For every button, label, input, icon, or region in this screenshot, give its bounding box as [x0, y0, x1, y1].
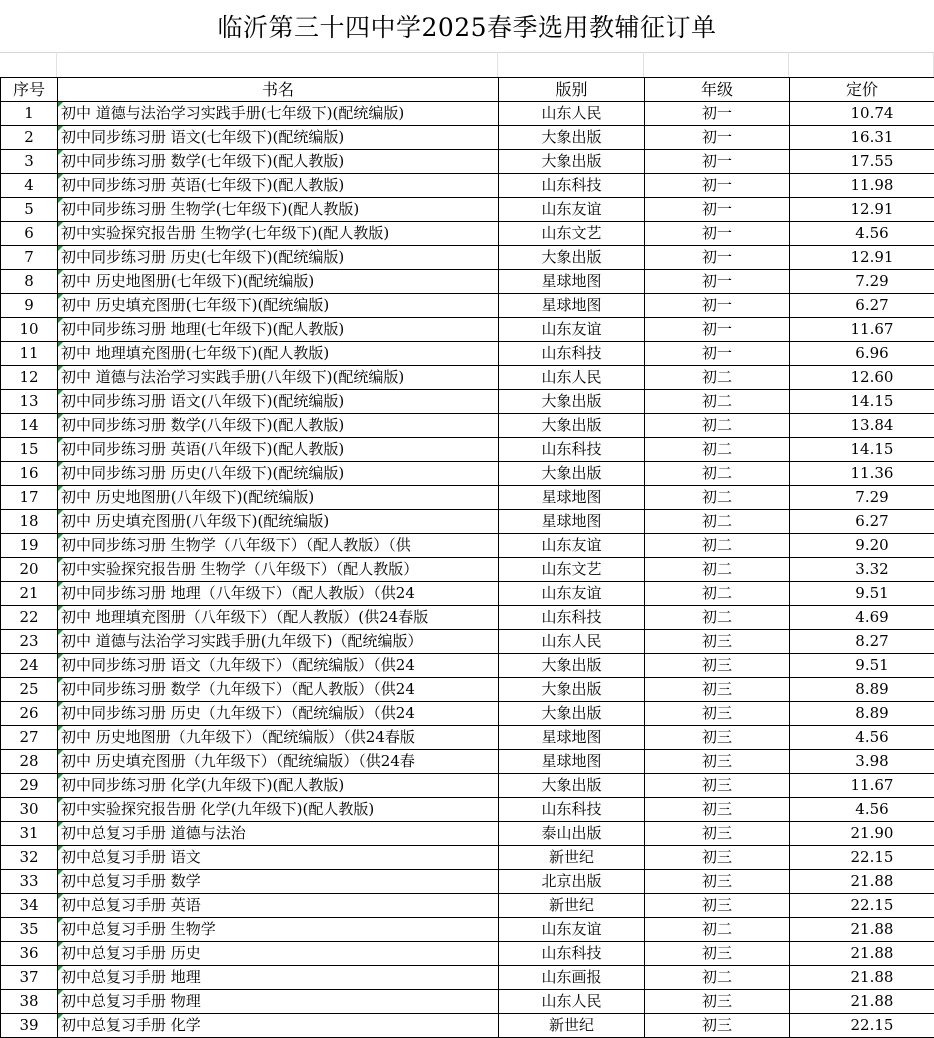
cell-publisher[interactable]: 山东画报 — [499, 966, 645, 990]
cell-book-name[interactable]: 初中总复习手册 生物学 — [58, 918, 499, 942]
cell-price[interactable]: 4.56 — [790, 726, 934, 750]
header-grade[interactable]: 年级 — [645, 78, 790, 102]
table-row — [1, 510, 934, 534]
table-row — [1, 438, 934, 462]
cell-price[interactable]: 9.51 — [790, 582, 934, 606]
cell-index[interactable]: 26 — [1, 702, 58, 726]
cell-book-name[interactable]: 初中总复习手册 语文 — [58, 846, 499, 870]
table-row — [1, 246, 934, 270]
cell-publisher[interactable]: 大象出版 — [499, 246, 645, 270]
table-row — [1, 318, 934, 342]
blank-cell[interactable] — [789, 52, 934, 77]
title-row[interactable] — [0, 0, 934, 53]
cell-index[interactable]: 22 — [1, 606, 58, 630]
cell-price[interactable]: 13.84 — [790, 414, 934, 438]
cell-index[interactable]: 25 — [1, 678, 58, 702]
cell-index[interactable]: 24 — [1, 654, 58, 678]
cell-price[interactable]: 16.31 — [790, 126, 934, 150]
table-row — [1, 534, 934, 558]
blank-cell[interactable] — [57, 52, 498, 77]
cell-grade[interactable]: 初一 — [645, 150, 790, 174]
cell-price[interactable]: 4.69 — [790, 606, 934, 630]
table-row — [1, 222, 934, 246]
cell-grade[interactable]: 初二 — [645, 414, 790, 438]
cell-grade[interactable]: 初一 — [645, 222, 790, 246]
cell-book-name[interactable]: 初中实验探究报告册 生物学(七年级下)(配人教版) — [58, 222, 499, 246]
table-row — [1, 582, 934, 606]
cell-book-name[interactable]: 初中 地理填充图册（八年级下）（配人教版）(供24春版 — [58, 606, 499, 630]
cell-book-name[interactable]: 初中实验探究报告册 生物学（八年级下）（配人教版） — [58, 558, 499, 582]
cell-index[interactable]: 15 — [1, 438, 58, 462]
cell-price[interactable]: 17.55 — [790, 150, 934, 174]
cell-publisher[interactable]: 大象出版 — [499, 462, 645, 486]
cell-grade[interactable]: 初二 — [645, 606, 790, 630]
cell-price[interactable]: 14.15 — [790, 438, 934, 462]
cell-book-name[interactable]: 初中总复习手册 物理 — [58, 990, 499, 1014]
cell-book-name[interactable]: 初中同步练习册 数学(八年级下)(配人教版) — [58, 414, 499, 438]
cell-publisher[interactable]: 大象出版 — [499, 126, 645, 150]
cell-index[interactable]: 39 — [1, 1014, 58, 1038]
cell-publisher[interactable]: 山东人民 — [499, 102, 645, 126]
table-row — [1, 126, 934, 150]
cell-publisher[interactable]: 山东科技 — [499, 606, 645, 630]
table-row — [1, 966, 934, 990]
cell-price[interactable]: 6.27 — [790, 510, 934, 534]
blank-cell[interactable] — [0, 52, 57, 77]
cell-index[interactable]: 19 — [1, 534, 58, 558]
cell-grade[interactable]: 初一 — [645, 342, 790, 366]
cell-publisher[interactable]: 星球地图 — [499, 750, 645, 774]
cell-grade[interactable]: 初二 — [645, 534, 790, 558]
table-row — [1, 750, 934, 774]
cell-book-name[interactable]: 初中同步练习册 地理（八年级下）（配人教版）（供24 — [58, 582, 499, 606]
cell-publisher[interactable]: 山东人民 — [499, 990, 645, 1014]
cell-grade[interactable]: 初三 — [645, 1014, 790, 1038]
table-row — [1, 294, 934, 318]
cell-book-name[interactable]: 初中 道德与法治学习实践手册(九年级下)（配统编版） — [58, 630, 499, 654]
cell-grade[interactable]: 初三 — [645, 846, 790, 870]
cell-index[interactable]: 6 — [1, 222, 58, 246]
cell-price[interactable]: 21.90 — [790, 822, 934, 846]
cell-index[interactable]: 9 — [1, 294, 58, 318]
cell-grade[interactable]: 初二 — [645, 582, 790, 606]
cell-publisher[interactable]: 泰山出版 — [499, 822, 645, 846]
cell-book-name[interactable]: 初中同步练习册 语文(七年级下)(配统编版) — [58, 126, 499, 150]
cell-index[interactable]: 20 — [1, 558, 58, 582]
cell-price[interactable]: 6.96 — [790, 342, 934, 366]
table-row — [1, 630, 934, 654]
cell-publisher[interactable]: 新世纪 — [499, 846, 645, 870]
cell-book-name[interactable]: 初中同步练习册 数学(七年级下)(配人教版) — [58, 150, 499, 174]
cell-book-name[interactable]: 初中同步练习册 英语(七年级下)(配人教版) — [58, 174, 499, 198]
header-index[interactable]: 序号 — [1, 78, 58, 102]
cell-book-name[interactable]: 初中 历史填充图册（九年级下）（配统编版）（供24春 — [58, 750, 499, 774]
table-row — [1, 414, 934, 438]
cell-book-name[interactable]: 初中同步练习册 历史(八年级下)(配统编版) — [58, 462, 499, 486]
cell-publisher[interactable]: 星球地图 — [499, 726, 645, 750]
cell-publisher[interactable]: 大象出版 — [499, 390, 645, 414]
cell-book-name[interactable]: 初中总复习手册 历史 — [58, 942, 499, 966]
cell-book-name[interactable]: 初中同步练习册 数学（九年级下）（配人教版）（供24 — [58, 678, 499, 702]
cell-grade[interactable]: 初三 — [645, 990, 790, 1014]
cell-book-name[interactable]: 初中 地理填充图册(七年级下)(配人教版) — [58, 342, 499, 366]
cell-index[interactable]: 38 — [1, 990, 58, 1014]
table-row — [1, 846, 934, 870]
cell-publisher[interactable]: 山东科技 — [499, 342, 645, 366]
cell-book-name[interactable]: 初中 历史地图册(七年级下)(配统编版) — [58, 270, 499, 294]
cell-index[interactable]: 28 — [1, 750, 58, 774]
table-row — [1, 990, 934, 1014]
cell-index[interactable]: 27 — [1, 726, 58, 750]
cell-price[interactable]: 12.91 — [790, 198, 934, 222]
table-row — [1, 1014, 934, 1038]
cell-book-name[interactable]: 初中同步练习册 语文(八年级下)(配统编版) — [58, 390, 499, 414]
cell-book-name[interactable]: 初中总复习手册 道德与法治 — [58, 822, 499, 846]
cell-grade[interactable]: 初一 — [645, 126, 790, 150]
cell-index[interactable]: 1 — [1, 102, 58, 126]
cell-book-name[interactable]: 初中同步练习册 历史（九年级下）（配统编版）（供24 — [58, 702, 499, 726]
cell-grade[interactable]: 初一 — [645, 198, 790, 222]
cell-grade[interactable]: 初三 — [645, 942, 790, 966]
cell-index[interactable]: 10 — [1, 318, 58, 342]
cell-price[interactable]: 21.88 — [790, 966, 934, 990]
blank-cell[interactable] — [498, 52, 644, 77]
table-row — [1, 150, 934, 174]
table-row — [1, 270, 934, 294]
cell-price[interactable]: 11.67 — [790, 318, 934, 342]
table-row — [1, 726, 934, 750]
cell-book-name[interactable]: 初中总复习手册 地理 — [58, 966, 499, 990]
cell-index[interactable]: 14 — [1, 414, 58, 438]
cell-book-name[interactable]: 初中同步练习册 地理(七年级下)(配人教版) — [58, 318, 499, 342]
cell-grade[interactable]: 初二 — [645, 438, 790, 462]
blank-cell[interactable] — [644, 52, 789, 77]
cell-index[interactable]: 36 — [1, 942, 58, 966]
table-row — [1, 894, 934, 918]
cell-grade[interactable]: 初三 — [645, 750, 790, 774]
cell-publisher[interactable]: 星球地图 — [499, 270, 645, 294]
cell-publisher[interactable]: 山东友谊 — [499, 198, 645, 222]
cell-index[interactable]: 29 — [1, 774, 58, 798]
cell-price[interactable]: 22.15 — [790, 894, 934, 918]
cell-price[interactable]: 21.88 — [790, 870, 934, 894]
table-row — [1, 654, 934, 678]
cell-grade[interactable]: 初一 — [645, 318, 790, 342]
cell-book-name[interactable]: 初中总复习手册 数学 — [58, 870, 499, 894]
cell-publisher[interactable]: 山东科技 — [499, 942, 645, 966]
cell-grade[interactable]: 初二 — [645, 510, 790, 534]
cell-index[interactable]: 13 — [1, 390, 58, 414]
cell-book-name[interactable]: 初中 历史地图册（九年级下）（配统编版）（供24春版 — [58, 726, 499, 750]
cell-grade[interactable]: 初三 — [645, 798, 790, 822]
cell-grade[interactable]: 初三 — [645, 774, 790, 798]
cell-book-name[interactable]: 初中同步练习册 生物学(七年级下)(配人教版) — [58, 198, 499, 222]
cell-price[interactable]: 9.51 — [790, 654, 934, 678]
table-row — [1, 822, 934, 846]
cell-grade[interactable]: 初二 — [645, 390, 790, 414]
cell-grade[interactable]: 初三 — [645, 870, 790, 894]
cell-grade[interactable]: 初一 — [645, 102, 790, 126]
cell-publisher[interactable]: 山东科技 — [499, 438, 645, 462]
cell-price[interactable]: 4.56 — [790, 222, 934, 246]
cell-index[interactable]: 32 — [1, 846, 58, 870]
table-row — [1, 918, 934, 942]
cell-book-name[interactable]: 初中同步练习册 生物学（八年级下）（配人教版）（供 — [58, 534, 499, 558]
cell-publisher[interactable]: 山东友谊 — [499, 534, 645, 558]
cell-grade[interactable]: 初三 — [645, 894, 790, 918]
cell-index[interactable]: 17 — [1, 486, 58, 510]
cell-price[interactable]: 8.89 — [790, 702, 934, 726]
cell-index[interactable]: 21 — [1, 582, 58, 606]
cell-grade[interactable]: 初三 — [645, 630, 790, 654]
cell-grade[interactable]: 初三 — [645, 822, 790, 846]
cell-price[interactable]: 22.15 — [790, 1014, 934, 1038]
cell-grade[interactable]: 初二 — [645, 462, 790, 486]
cell-publisher[interactable]: 新世纪 — [499, 1014, 645, 1038]
cell-index[interactable]: 30 — [1, 798, 58, 822]
cell-book-name[interactable]: 初中总复习手册 化学 — [58, 1014, 499, 1038]
cell-publisher[interactable]: 新世纪 — [499, 894, 645, 918]
cell-price[interactable]: 12.91 — [790, 246, 934, 270]
cell-index[interactable]: 8 — [1, 270, 58, 294]
cell-grade[interactable]: 初一 — [645, 270, 790, 294]
cell-publisher[interactable]: 山东人民 — [499, 366, 645, 390]
cell-publisher[interactable]: 大象出版 — [499, 654, 645, 678]
blank-row[interactable] — [0, 52, 934, 77]
cell-publisher[interactable]: 山东文艺 — [499, 222, 645, 246]
cell-book-name[interactable]: 初中总复习手册 英语 — [58, 894, 499, 918]
table-row — [1, 606, 934, 630]
cell-index[interactable]: 3 — [1, 150, 58, 174]
cell-index[interactable]: 2 — [1, 126, 58, 150]
cell-publisher[interactable]: 大象出版 — [499, 678, 645, 702]
cell-publisher[interactable]: 北京出版 — [499, 870, 645, 894]
cell-index[interactable]: 5 — [1, 198, 58, 222]
cell-publisher[interactable]: 山东科技 — [499, 174, 645, 198]
cell-publisher[interactable]: 山东友谊 — [499, 918, 645, 942]
header-name[interactable]: 书名 — [58, 78, 499, 102]
cell-index[interactable]: 31 — [1, 822, 58, 846]
cell-price[interactable]: 8.89 — [790, 678, 934, 702]
cell-publisher[interactable]: 星球地图 — [499, 486, 645, 510]
cell-price[interactable]: 3.98 — [790, 750, 934, 774]
cell-publisher[interactable]: 大象出版 — [499, 774, 645, 798]
cell-grade[interactable]: 初三 — [645, 678, 790, 702]
cell-grade[interactable]: 初一 — [645, 174, 790, 198]
cell-price[interactable]: 7.29 — [790, 270, 934, 294]
cell-price[interactable]: 11.98 — [790, 174, 934, 198]
cell-book-name[interactable]: 初中同步练习册 语文（九年级下）（配统编版）（供24 — [58, 654, 499, 678]
cell-price[interactable]: 21.88 — [790, 918, 934, 942]
cell-price[interactable]: 21.88 — [790, 990, 934, 1014]
cell-price[interactable]: 11.67 — [790, 774, 934, 798]
cell-grade[interactable]: 初三 — [645, 726, 790, 750]
cell-price[interactable]: 8.27 — [790, 630, 934, 654]
cell-index[interactable]: 37 — [1, 966, 58, 990]
table-row — [1, 102, 934, 126]
cell-index[interactable]: 18 — [1, 510, 58, 534]
cell-index[interactable]: 7 — [1, 246, 58, 270]
table-row — [1, 942, 934, 966]
cell-price[interactable]: 22.15 — [790, 846, 934, 870]
cell-book-name[interactable]: 初中同步练习册 化学(九年级下)(配人教版) — [58, 774, 499, 798]
cell-grade[interactable]: 初一 — [645, 294, 790, 318]
cell-price[interactable]: 7.29 — [790, 486, 934, 510]
cell-publisher[interactable]: 大象出版 — [499, 702, 645, 726]
header-price[interactable]: 定价 — [790, 78, 934, 102]
cell-book-name[interactable]: 初中 历史填充图册(八年级下)(配统编版) — [58, 510, 499, 534]
cell-grade[interactable]: 初三 — [645, 654, 790, 678]
cell-price[interactable]: 6.27 — [790, 294, 934, 318]
cell-index[interactable]: 4 — [1, 174, 58, 198]
cell-price[interactable]: 12.60 — [790, 366, 934, 390]
cell-book-name[interactable]: 初中 道德与法治学习实践手册(八年级下)(配统编版) — [58, 366, 499, 390]
cell-publisher[interactable]: 大象出版 — [499, 150, 645, 174]
cell-publisher[interactable]: 山东科技 — [499, 798, 645, 822]
cell-index[interactable]: 23 — [1, 630, 58, 654]
table-row — [1, 342, 934, 366]
cell-index[interactable]: 33 — [1, 870, 58, 894]
cell-publisher[interactable]: 山东文艺 — [499, 558, 645, 582]
cell-book-name[interactable]: 初中同步练习册 英语(八年级下)(配人教版) — [58, 438, 499, 462]
table-row — [1, 462, 934, 486]
cell-book-name[interactable]: 初中实验探究报告册 化学(九年级下)(配人教版) — [58, 798, 499, 822]
cell-price[interactable]: 14.15 — [790, 390, 934, 414]
table-row — [1, 486, 934, 510]
cell-grade[interactable]: 初二 — [645, 918, 790, 942]
table-row — [1, 366, 934, 390]
cell-grade[interactable]: 初二 — [645, 486, 790, 510]
table-row — [1, 774, 934, 798]
cell-grade[interactable]: 初二 — [645, 366, 790, 390]
cell-publisher[interactable]: 山东友谊 — [499, 582, 645, 606]
cell-index[interactable]: 16 — [1, 462, 58, 486]
cell-book-name[interactable]: 初中 道德与法治学习实践手册(七年级下)(配统编版) — [58, 102, 499, 126]
cell-index[interactable]: 35 — [1, 918, 58, 942]
cell-book-name[interactable]: 初中 历史填充图册(七年级下)(配统编版) — [58, 294, 499, 318]
cell-index[interactable]: 12 — [1, 366, 58, 390]
page-title: 临沂第三十四中学2025春季选用教辅征订单 — [217, 13, 717, 42]
cell-index[interactable]: 11 — [1, 342, 58, 366]
table-row — [1, 798, 934, 822]
table-row — [1, 174, 934, 198]
table-row — [1, 870, 934, 894]
cell-price[interactable]: 9.20 — [790, 534, 934, 558]
cell-grade[interactable]: 初一 — [645, 246, 790, 270]
header-publisher[interactable]: 版别 — [499, 78, 645, 102]
table-row — [1, 702, 934, 726]
cell-publisher[interactable]: 大象出版 — [499, 414, 645, 438]
table-row — [1, 390, 934, 414]
cell-price[interactable]: 21.88 — [790, 942, 934, 966]
cell-publisher[interactable]: 山东人民 — [499, 630, 645, 654]
cell-grade[interactable]: 初二 — [645, 966, 790, 990]
table-row — [1, 558, 934, 582]
cell-grade[interactable]: 初二 — [645, 558, 790, 582]
cell-book-name[interactable]: 初中 历史地图册(八年级下)(配统编版) — [58, 486, 499, 510]
cell-book-name[interactable]: 初中同步练习册 历史(七年级下)(配统编版) — [58, 246, 499, 270]
cell-publisher[interactable]: 星球地图 — [499, 510, 645, 534]
cell-price[interactable]: 11.36 — [790, 462, 934, 486]
table-row — [1, 198, 934, 222]
header-row — [1, 78, 934, 102]
cell-grade[interactable]: 初三 — [645, 702, 790, 726]
cell-publisher[interactable]: 山东友谊 — [499, 318, 645, 342]
cell-price[interactable]: 3.32 — [790, 558, 934, 582]
cell-index[interactable]: 34 — [1, 894, 58, 918]
cell-price[interactable]: 4.56 — [790, 798, 934, 822]
table-row — [1, 678, 934, 702]
cell-publisher[interactable]: 星球地图 — [499, 294, 645, 318]
cell-price[interactable]: 10.74 — [790, 102, 934, 126]
order-table — [0, 77, 934, 1038]
